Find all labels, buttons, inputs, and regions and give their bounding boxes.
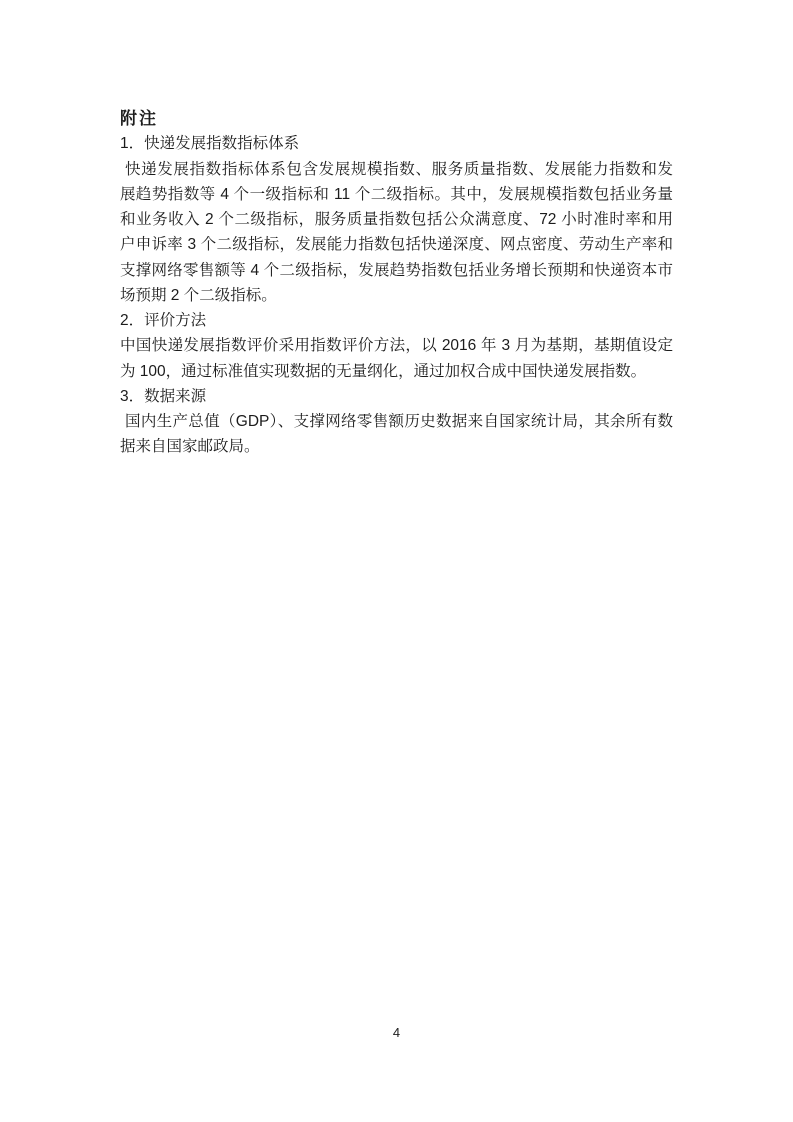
- text-line: 中国快递发展指数评价采用指数评价方法，以 2016 年 3 月为基期，基期值设定: [120, 337, 673, 355]
- section-title-evaluation-method: 2．评价方法: [120, 312, 207, 329]
- text-line: 展趋势指数等 4 个一级指标和 11 个二级指标。其中，发展规模指数包括业务量: [120, 185, 673, 203]
- section-title-index-system: 1．快递发展指数指标体系: [120, 135, 300, 153]
- text-line: 户申诉率 3 个二级指标，发展能力指数包括快递深度、网点密度、劳动生产率和: [120, 236, 673, 254]
- text-line: 国内生产总值（GDP）、支撑网络零售额历史数据来自国家统计局，其余所有数: [125, 413, 673, 430]
- section-title-data-source: 3．数据来源: [120, 387, 207, 405]
- notes-heading: 附注: [120, 109, 158, 128]
- text-line: 据来自国家邮政局。: [120, 438, 260, 456]
- notes-section: [120, 106, 673, 460]
- text-line: 场预期 2 个二级指标。: [120, 286, 277, 304]
- text-line: 为 100，通过标准值实现数据的无量纲化，通过加权合成中国快递发展指数。: [120, 362, 647, 380]
- text-line: 支撑网络零售额等 4 个二级指标，发展趋势指数包括业务增长预期和快递资本市: [120, 261, 673, 279]
- text-line: 快递发展指数指标体系包含发展规模指数、服务质量指数、发展能力指数和发: [125, 160, 673, 178]
- text-line: 和业务收入 2 个二级指标，服务质量指数包括公众满意度、72 小时准时率和用: [120, 211, 673, 228]
- page-number: 4: [392, 1025, 401, 1040]
